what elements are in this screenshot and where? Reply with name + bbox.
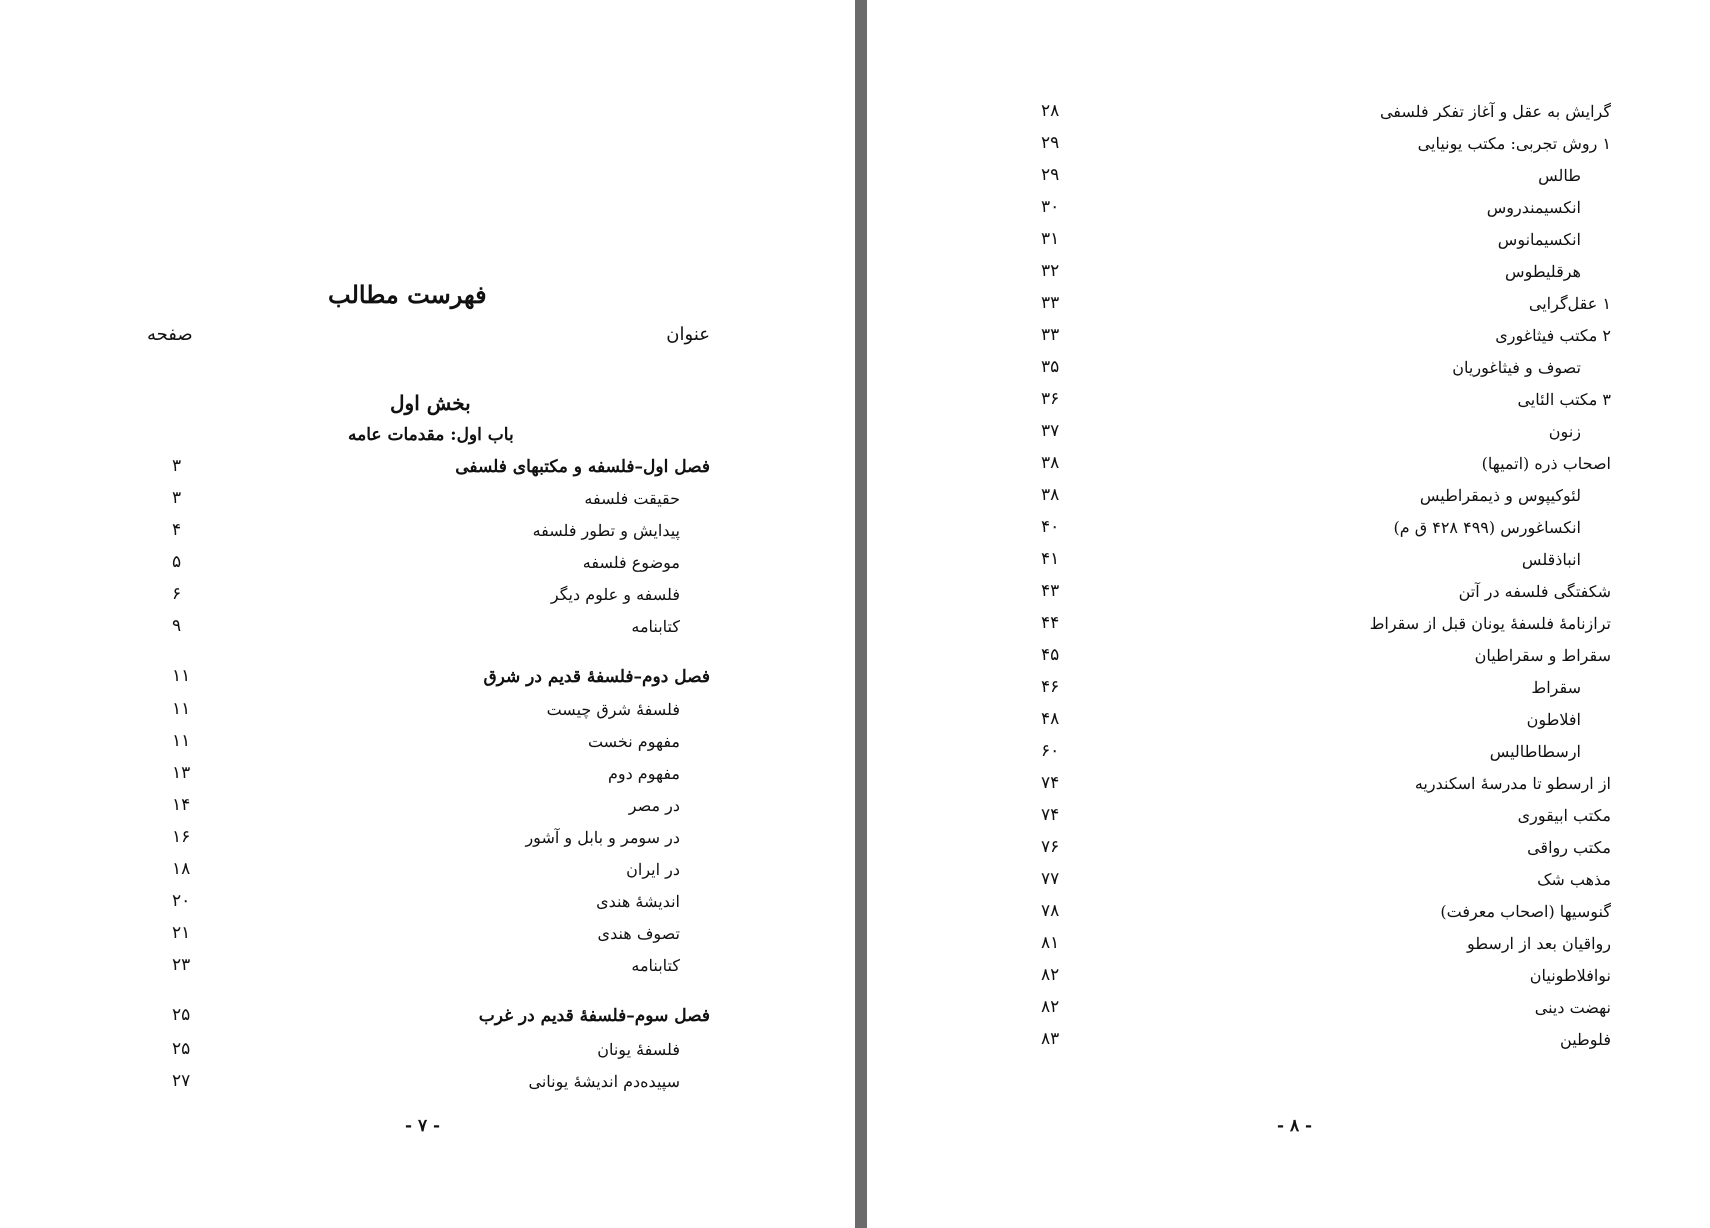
toc-entry-title: فلوطین bbox=[1560, 1030, 1611, 1049]
toc-entry-title: انکسیمانوس bbox=[1497, 230, 1581, 249]
toc-entry-page: ۴۸ bbox=[1041, 709, 1060, 729]
toc-entry-page: ۵ bbox=[172, 552, 182, 572]
toc-entry-page: ۶۰ bbox=[1041, 741, 1060, 761]
toc-entry-title: مکتب ابیقوری bbox=[1517, 806, 1611, 825]
toc-entry-title: فلسفه و علوم دیگر bbox=[550, 585, 680, 604]
toc-entry-page: ۷۷ bbox=[1041, 869, 1060, 889]
toc-entry-page: ۲۹ bbox=[1041, 133, 1060, 153]
toc-entry-title: از ارسطو تا مدرسهٔ اسکندریه bbox=[1414, 774, 1611, 793]
toc-entry-page: ۴۴ bbox=[1041, 613, 1060, 633]
toc-entry-title: پیدایش و تطور فلسفه bbox=[532, 521, 680, 540]
toc-entry-title: ارسطاطالیس bbox=[1489, 742, 1581, 761]
toc-entry-title: فلسفهٔ یونان bbox=[597, 1040, 680, 1059]
toc-entry-title: گنوسیها (اصحاب معرفت) bbox=[1440, 902, 1611, 921]
toc-entry-title: مفهوم نخست bbox=[587, 732, 680, 751]
page-number: - ۸ - bbox=[1277, 1116, 1313, 1136]
toc-entry-title: ۱ عقل‌گرایی bbox=[1528, 294, 1611, 313]
toc-entry-page: ۴۵ bbox=[1041, 645, 1060, 665]
toc-entry-title: سقراط bbox=[1531, 678, 1581, 697]
toc-entry-title: اندیشهٔ هندی bbox=[596, 892, 680, 911]
chapter-heading: باب اول: مقدمات عامه bbox=[348, 425, 514, 445]
toc-entry-page: ۲۱ bbox=[172, 923, 191, 943]
toc-entry-title: انکسیمندروس bbox=[1486, 198, 1581, 217]
toc-title: فهرست مطالب bbox=[328, 280, 487, 309]
toc-entry-page: ۴۳ bbox=[1041, 581, 1060, 601]
toc-entry-title: نهضت دینی bbox=[1534, 998, 1611, 1017]
toc-entry-title: ترازنامهٔ فلسفهٔ یونان قبل از سقراط bbox=[1369, 614, 1611, 633]
toc-entry-title: اصحاب ذره (اتمیها) bbox=[1481, 454, 1611, 473]
toc-entry-title: گرایش به عقل و آغاز تفکر فلسفی bbox=[1379, 102, 1611, 121]
toc-entry-page: ۳۱ bbox=[1041, 229, 1060, 249]
toc-entry-page: ۳۶ bbox=[1041, 389, 1060, 409]
toc-entry-page: ۲۵ bbox=[172, 1039, 191, 1059]
toc-entry-title: مفهوم دوم bbox=[607, 764, 680, 783]
toc-entry-page: ۲۵ bbox=[172, 1005, 191, 1025]
part-heading: بخش اول bbox=[390, 391, 471, 415]
toc-entry-page: ۲۰ bbox=[172, 891, 191, 911]
right-page bbox=[867, 0, 1710, 1228]
toc-entry-title: در ایران bbox=[626, 860, 680, 879]
toc-entry-page: ۱۱ bbox=[172, 699, 191, 719]
toc-entry-title: سپیده‌دم اندیشهٔ یونانی bbox=[528, 1072, 680, 1091]
page-number: - ۷ - bbox=[405, 1116, 441, 1136]
toc-entry-page: ۴۰ bbox=[1041, 517, 1060, 537]
toc-entry-page: ۸۲ bbox=[1041, 997, 1060, 1017]
toc-entry-page: ۱۳ bbox=[172, 763, 191, 783]
toc-entry-title: کتابنامه bbox=[631, 617, 680, 636]
column-header-title: عنوان bbox=[666, 324, 710, 345]
toc-entry-page: ۳۰ bbox=[1041, 197, 1060, 217]
column-header-page: صفحه bbox=[147, 324, 193, 345]
toc-entry-page: ۹ bbox=[172, 616, 182, 636]
toc-entry-title: رواقیان بعد از ارسطو bbox=[1467, 934, 1611, 953]
toc-entry-page: ۴۶ bbox=[1041, 677, 1060, 697]
toc-entry-page: ۳۸ bbox=[1041, 453, 1060, 473]
toc-entry-title: انباذقلس bbox=[1521, 550, 1581, 569]
toc-entry-title: حقیقت فلسفه bbox=[584, 489, 680, 508]
toc-entry-title: کتابنامه bbox=[631, 956, 680, 975]
toc-entry-title: شکفتگی فلسفه در آتن bbox=[1458, 582, 1611, 601]
toc-entry-page: ۸۲ bbox=[1041, 965, 1060, 985]
toc-entry-title: نوافلاطونیان bbox=[1529, 966, 1611, 985]
toc-entry-title: سقراط و سقراطیان bbox=[1474, 646, 1611, 665]
toc-entry-title: مذهب شک bbox=[1537, 870, 1611, 889]
toc-entry-title: در مصر bbox=[628, 796, 680, 815]
toc-entry-page: ۱۱ bbox=[172, 666, 191, 686]
toc-entry-title: هرقلیطوس bbox=[1505, 262, 1581, 281]
toc-entry-title: فصل سوم–فلسفهٔ قدیم در غرب bbox=[478, 1006, 710, 1026]
toc-entry-title: لئوکیپوس و ذیمقراطیس bbox=[1419, 486, 1581, 505]
toc-entry-page: ۳ bbox=[172, 456, 182, 476]
toc-entry-page: ۸۳ bbox=[1041, 1029, 1060, 1049]
toc-entry-page: ۲۷ bbox=[172, 1071, 191, 1091]
toc-entry-page: ۲۹ bbox=[1041, 165, 1060, 185]
toc-entry-page: ۳ bbox=[172, 488, 182, 508]
toc-entry-page: ۷۴ bbox=[1041, 805, 1060, 825]
toc-entry-title: ۱ روش تجربی: مکتب یونیایی bbox=[1417, 134, 1611, 153]
toc-entry-title: مکتب رواقی bbox=[1527, 838, 1611, 857]
toc-entry-page: ۳۳ bbox=[1041, 325, 1060, 345]
toc-entry-title: انکساغورس (۴۹۹ ۴۲۸ ق م) bbox=[1393, 518, 1581, 537]
toc-entry-page: ۱۴ bbox=[172, 795, 191, 815]
toc-entry-page: ۶ bbox=[172, 584, 182, 604]
toc-entry-page: ۱۱ bbox=[172, 731, 191, 751]
toc-entry-title: فصل اول–فلسفه و مکتبهای فلسفی bbox=[455, 457, 710, 477]
toc-entry-title: تصوف هندی bbox=[597, 924, 680, 943]
toc-entry-title: در سومر و بابل و آشور bbox=[525, 828, 680, 847]
toc-entry-page: ۲۳ bbox=[172, 955, 191, 975]
toc-entry-title: زنون bbox=[1548, 422, 1581, 441]
toc-entry-page: ۴ bbox=[172, 520, 182, 540]
toc-entry-page: ۳۵ bbox=[1041, 357, 1060, 377]
toc-entry-title: ۲ مکتب فیثاغوری bbox=[1495, 326, 1611, 345]
toc-entry-title: تصوف و فیثاغوریان bbox=[1452, 358, 1581, 377]
toc-entry-page: ۳۲ bbox=[1041, 261, 1060, 281]
toc-entry-page: ۸۱ bbox=[1041, 933, 1060, 953]
toc-entry-page: ۳۷ bbox=[1041, 421, 1060, 441]
toc-entry-title: موضوع فلسفه bbox=[582, 553, 680, 572]
toc-entry-page: ۷۶ bbox=[1041, 837, 1060, 857]
toc-entry-page: ۱۸ bbox=[172, 859, 191, 879]
toc-entry-page: ۳۸ bbox=[1041, 485, 1060, 505]
toc-entry-title: ۳ مکتب الئایی bbox=[1517, 390, 1611, 409]
toc-entry-page: ۱۶ bbox=[172, 827, 191, 847]
toc-entry-page: ۳۳ bbox=[1041, 293, 1060, 313]
page-divider bbox=[855, 0, 867, 1228]
toc-entry-title: فصل دوم–فلسفهٔ قدیم در شرق bbox=[483, 667, 710, 687]
toc-entry-page: ۷۸ bbox=[1041, 901, 1060, 921]
toc-entry-page: ۴۱ bbox=[1041, 549, 1060, 569]
toc-entry-title: طالس bbox=[1538, 166, 1581, 185]
toc-entry-page: ۲۸ bbox=[1041, 101, 1060, 121]
toc-entry-title: افلاطون bbox=[1526, 710, 1581, 729]
toc-entry-page: ۷۴ bbox=[1041, 773, 1060, 793]
toc-entry-title: فلسفهٔ شرق چیست bbox=[546, 700, 680, 719]
